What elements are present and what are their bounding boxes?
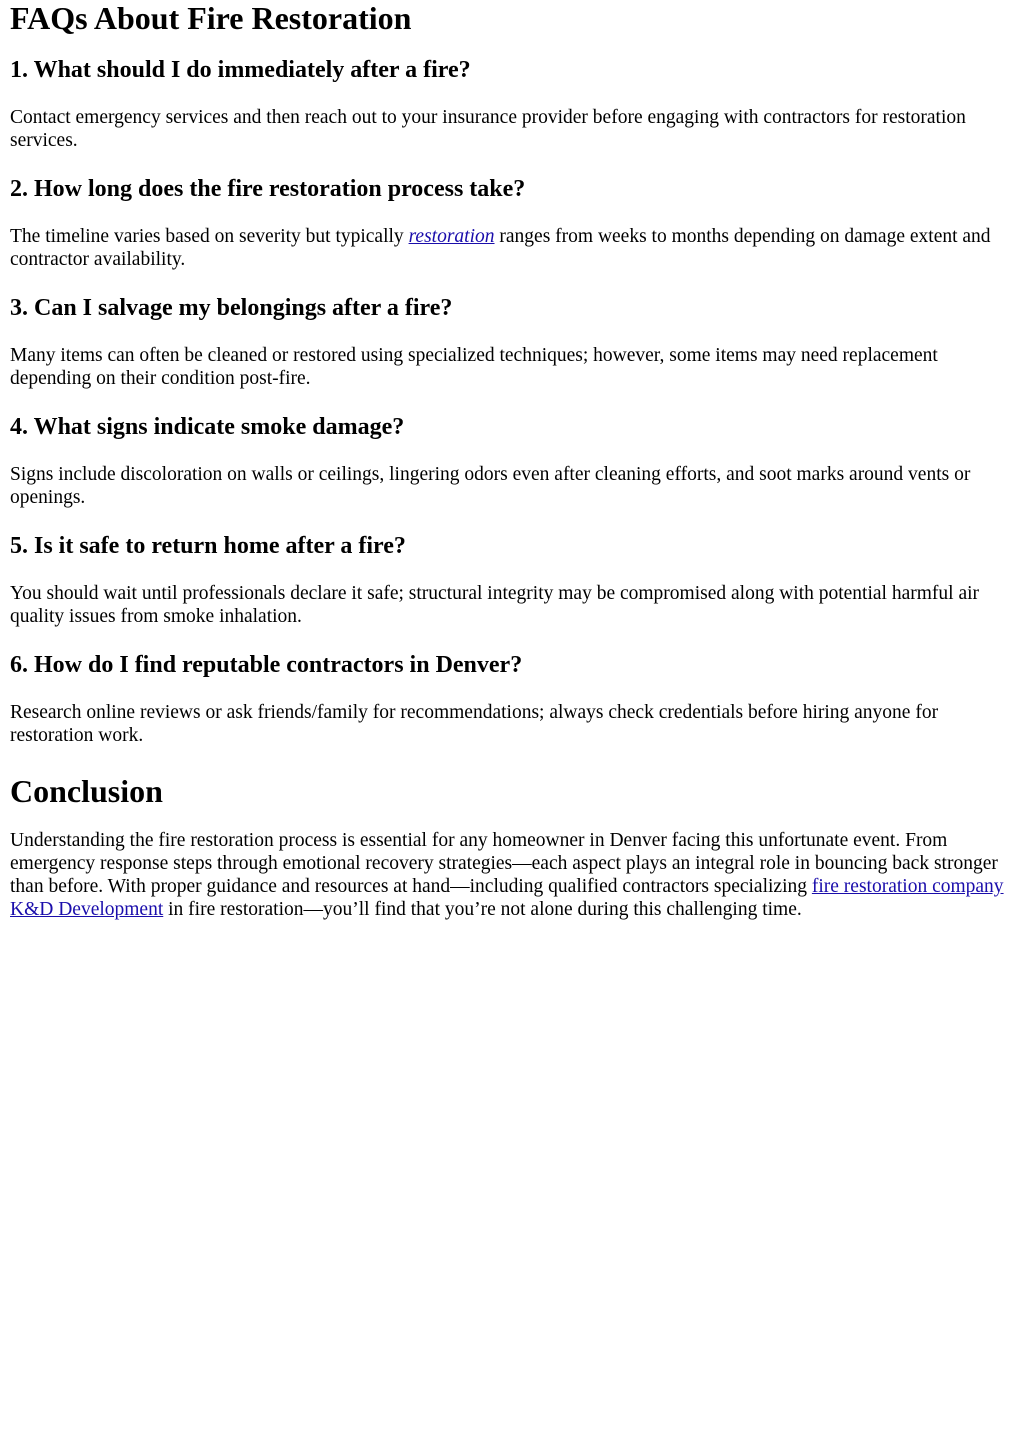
page-title: FAQs About Fire Restoration [10,0,412,36]
faq-answer-6: Research online reviews or ask friends/family for recommendations; always check credentials before hiring anyone for restoration work. [10,702,939,746]
faq-answer-4: Signs include discoloration on walls or ceilings, lingering odors even after cleaning efforts, and soot marks around vents or openings. [10,464,971,508]
faq-question-4: 4. What signs indicate smoke damage? [10,414,405,440]
faq-answer-1: Contact emergency services and then reach out to your insurance provider before engaging with contractors for restoration services. [10,107,966,151]
faq-question-1: 1. What should I do immediately after a fire? [10,57,471,83]
faq-answer-5: You should wait until professionals declare it safe; structural integrity may be compromised along with potential harmful air quality issues from smoke inhalation. [10,583,980,627]
faq-answer-2 [10,225,1014,271]
faq-answer-3: Many items can often be cleaned or restored using specialized techniques; however, some items may need replacement depending on their condition post-fire. [10,345,938,389]
faq-answer-2-text-start: The timeline varies based on severity but typically [10,226,409,247]
restoration-link[interactable]: restoration [408,226,495,247]
faq-question-2: 2. How long does the fire restoration process take? [10,176,526,202]
conclusion-heading: Conclusion [10,773,163,809]
kd-development-link[interactable]: fire restoration company K&D Development [10,876,1004,920]
faq-question-5: 5. Is it safe to return home after a fire? [10,533,406,559]
faq-question-6: 6. How do I find reputable contractors in Denver? [10,652,523,678]
faq-answer-2-text-end: ranges from weeks to months depending on damage extent and contractor availability. [10,226,991,270]
conclusion-text-start: Understanding the fire restoration process is essential for any homeowner in Denver facing this unfortunate event. From emergency response steps through emotional recovery strategies—each aspect plays an integral role in bouncing back stronger than before. With proper guidance and resources at hand—including qualified contractors specializing [10,830,998,897]
conclusion-text-end: in fire restoration—you’ll find that you’re not alone during this challenging time. [163,899,802,920]
conclusion-paragraph [10,829,1014,921]
faq-question-3: 3. Can I salvage my belongings after a fire? [10,295,453,321]
